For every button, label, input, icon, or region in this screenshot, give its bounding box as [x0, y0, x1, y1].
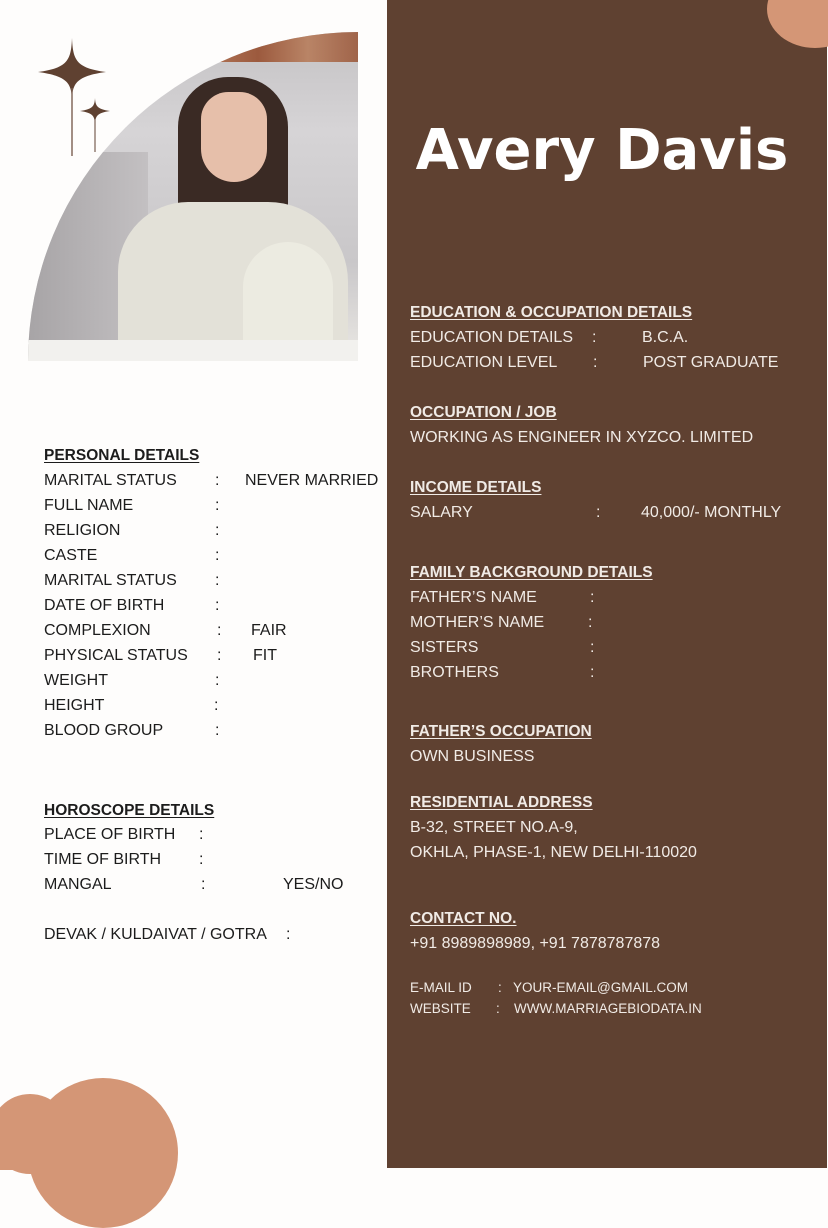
- row-colon: :: [590, 664, 595, 681]
- personal-row: [44, 572, 220, 590]
- income-row: [410, 504, 782, 522]
- contact-phones: +91 8989898989, +91 7878787878: [410, 935, 661, 952]
- row-colon: :: [215, 497, 220, 514]
- row-label: BLOOD GROUP: [44, 722, 164, 739]
- horoscope-row: [44, 826, 204, 844]
- row-colon: :: [286, 926, 291, 943]
- row-label: FATHER’S NAME: [410, 589, 537, 606]
- row-colon: :: [199, 851, 204, 868]
- row-value: NEVER MARRIED: [245, 472, 379, 489]
- horoscope-row: [44, 851, 204, 869]
- row-label: PLACE OF BIRTH: [44, 826, 176, 843]
- row-label: SALARY: [410, 504, 473, 521]
- row-value: FAIR: [251, 622, 287, 639]
- row-label: SISTERS: [410, 639, 479, 656]
- section-title-contact: CONTACT NO.: [410, 910, 517, 927]
- row-colon: :: [215, 547, 220, 564]
- row-colon: :: [201, 876, 206, 893]
- personal-row: [44, 647, 277, 665]
- contact-website-row: [410, 1001, 702, 1016]
- row-colon: :: [215, 597, 220, 614]
- row-label: EDUCATION LEVEL: [410, 354, 558, 371]
- row-label: COMPLEXION: [44, 622, 151, 639]
- personal-row: [44, 622, 287, 640]
- section-title-horoscope: HOROSCOPE DETAILS: [44, 802, 215, 819]
- profile-name: Avery Davis: [415, 118, 789, 183]
- section-title-address: RESIDENTIAL ADDRESS: [410, 794, 593, 811]
- education-row: [410, 329, 689, 347]
- row-colon: :: [592, 329, 597, 346]
- photo-face: [201, 92, 267, 182]
- row-colon: :: [588, 614, 593, 631]
- family-row: [410, 614, 593, 632]
- section-title-family: FAMILY BACKGROUND DETAILS: [410, 564, 653, 581]
- row-colon: :: [215, 722, 220, 739]
- decorative-cloud-base: [0, 1130, 170, 1170]
- row-colon: :: [215, 472, 220, 489]
- row-colon: :: [215, 522, 220, 539]
- row-colon: :: [590, 639, 595, 656]
- row-label: WEIGHT: [44, 672, 108, 689]
- section-title-personal: PERSONAL DETAILS: [44, 447, 200, 464]
- photo-seat: [28, 340, 358, 361]
- row-colon: :: [199, 826, 204, 843]
- personal-row: [44, 547, 220, 565]
- row-label: FULL NAME: [44, 497, 134, 514]
- contact-email-row: [410, 980, 688, 995]
- row-label: DATE OF BIRTH: [44, 597, 165, 614]
- row-colon: :: [596, 504, 601, 521]
- row-colon: :: [593, 354, 598, 371]
- email-value[interactable]: YOUR-EMAIL@GMAIL.COM: [513, 980, 688, 995]
- row-colon: :: [496, 1001, 500, 1016]
- row-colon: :: [498, 980, 502, 995]
- education-row: [410, 354, 779, 372]
- row-value: POST GRADUATE: [643, 354, 779, 371]
- row-label: DEVAK / KULDAIVAT / GOTRA: [44, 926, 267, 943]
- family-row: [410, 664, 595, 682]
- family-row: [410, 589, 595, 607]
- personal-row: [44, 472, 379, 490]
- photo-brick-wall: [208, 32, 358, 62]
- horoscope-row: [44, 926, 291, 944]
- sparkle-small-icon: [80, 98, 110, 153]
- row-colon: :: [217, 622, 222, 639]
- personal-row: [44, 672, 220, 690]
- row-label: MARITAL STATUS: [44, 472, 177, 489]
- row-label: RELIGION: [44, 522, 121, 539]
- address-line-1: B-32, STREET NO.A-9,: [410, 819, 578, 836]
- row-value: FIT: [253, 647, 277, 664]
- row-label: MANGAL: [44, 876, 112, 893]
- personal-row: [44, 497, 220, 515]
- personal-row: [44, 697, 219, 715]
- section-title-income: INCOME DETAILS: [410, 479, 542, 496]
- occupation-text: WORKING AS ENGINEER IN XYZCO. LIMITED: [410, 429, 754, 446]
- row-label: BROTHERS: [410, 664, 499, 681]
- row-colon: :: [217, 647, 222, 664]
- row-label: PHYSICAL STATUS: [44, 647, 188, 664]
- row-label: HEIGHT: [44, 697, 105, 714]
- row-label: MOTHER’S NAME: [410, 614, 545, 631]
- section-title-father-occupation: FATHER’S OCCUPATION: [410, 723, 592, 740]
- row-label: CASTE: [44, 547, 98, 564]
- row-colon: :: [590, 589, 595, 606]
- row-colon: :: [215, 672, 220, 689]
- row-colon: :: [214, 697, 219, 714]
- horoscope-row: [44, 876, 344, 894]
- row-label: TIME OF BIRTH: [44, 851, 162, 868]
- row-label: E-MAIL ID: [410, 980, 472, 995]
- website-value[interactable]: WWW.MARRIAGEBIODATA.IN: [514, 1001, 702, 1016]
- row-label: MARITAL STATUS: [44, 572, 177, 589]
- row-colon: :: [215, 572, 220, 589]
- row-value: 40,000/- MONTHLY: [641, 504, 782, 521]
- personal-row: [44, 597, 220, 615]
- row-label: WEBSITE: [410, 1001, 471, 1016]
- father-occupation-text: OWN BUSINESS: [410, 748, 535, 765]
- address-line-2: OKHLA, PHASE-1, NEW DELHI-110020: [410, 844, 697, 861]
- row-label: EDUCATION DETAILS: [410, 329, 573, 346]
- section-title-education: EDUCATION & OCCUPATION DETAILS: [410, 304, 693, 321]
- personal-row: [44, 522, 220, 540]
- family-row: [410, 639, 595, 657]
- row-value: YES/NO: [283, 876, 344, 893]
- section-title-occupation: OCCUPATION / JOB: [410, 404, 557, 421]
- row-value: B.C.A.: [642, 329, 689, 346]
- personal-row: [44, 722, 220, 740]
